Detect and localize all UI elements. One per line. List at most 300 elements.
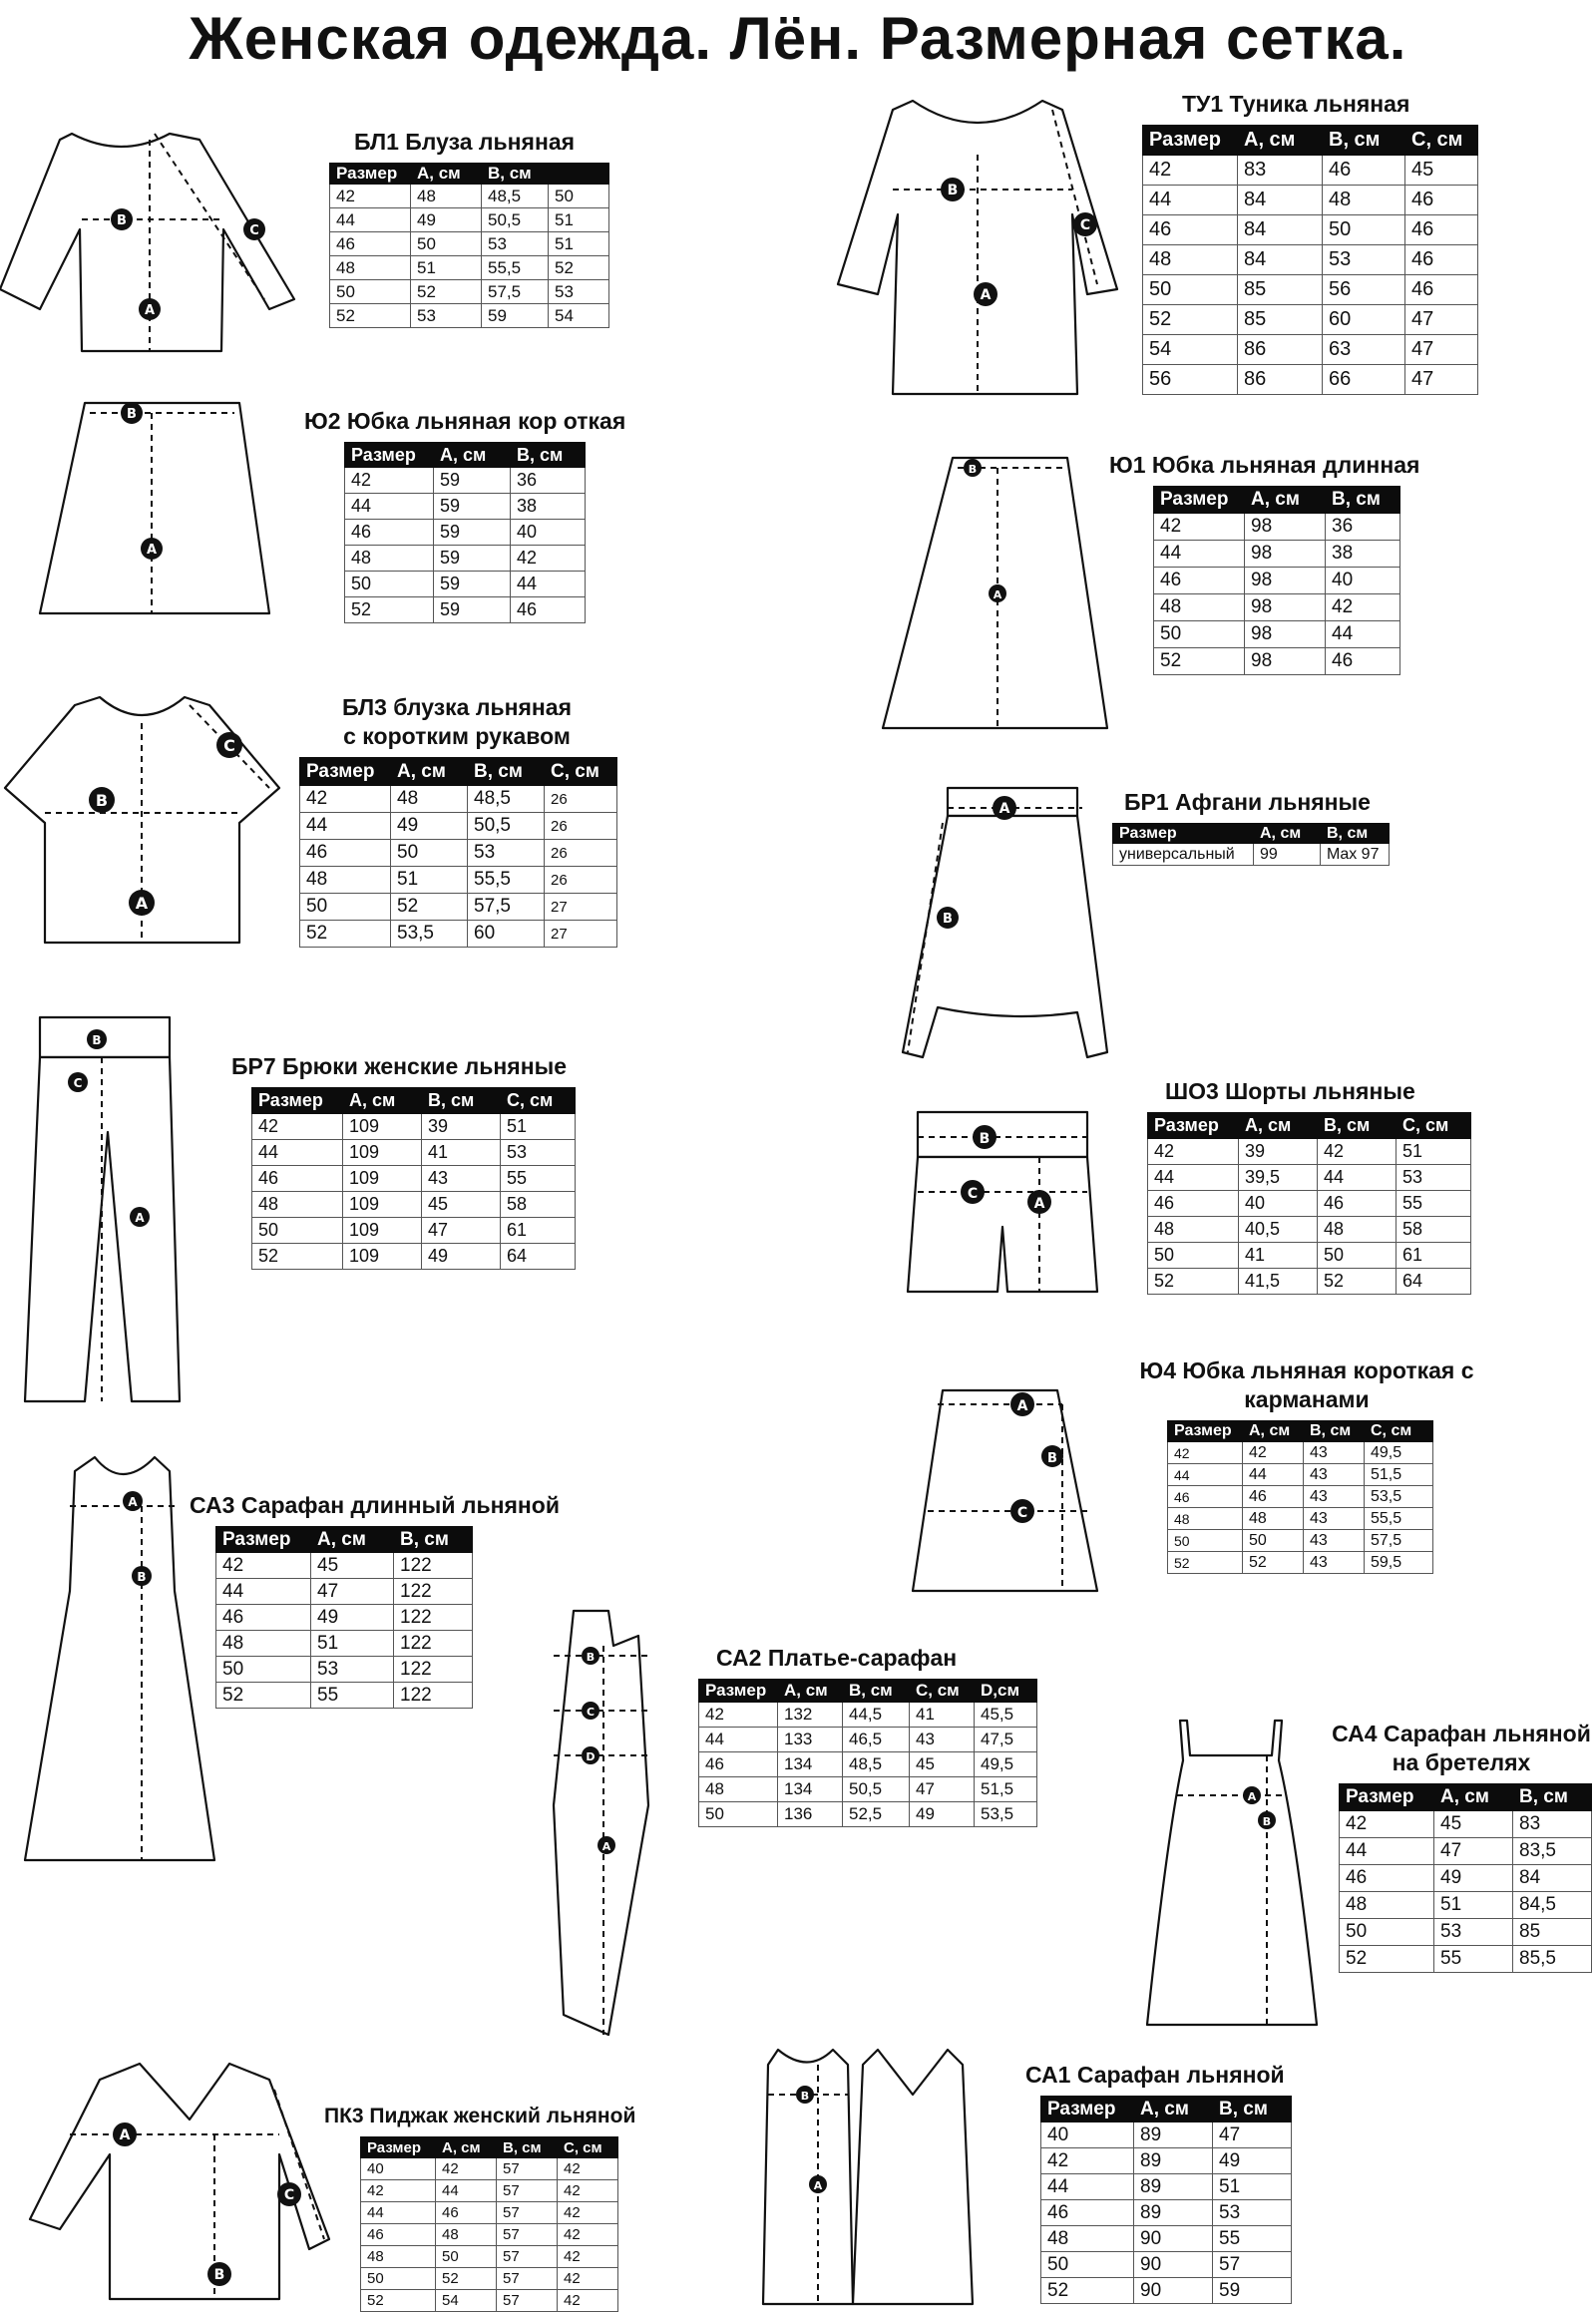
table-cell: 43 [422,1166,501,1192]
table-row [345,520,586,546]
table-cell: 47 [422,1218,501,1244]
table-cell: 43 [1304,1486,1365,1508]
col-header: Размер [699,1680,778,1703]
table-cell: 48 [391,786,468,813]
table-cell: 51 [549,232,609,256]
table-row [252,1192,576,1218]
table-cell: 85 [1513,1919,1592,1946]
table-cell: 59 [434,468,511,494]
col-header: В, см [511,443,586,468]
table-cell: 44 [252,1140,343,1166]
table-row [252,1114,576,1140]
col-header: А, см [343,1088,422,1114]
table-cell: 46 [1168,1486,1243,1508]
table-cell: 41 [422,1140,501,1166]
table-cell: 52 [330,304,411,328]
table-cell: 48 [1148,1217,1239,1243]
table-cell: 51 [391,867,468,894]
table-row [1340,1892,1592,1919]
col-header: В, см [1321,824,1390,844]
jacket-pk3-illustration [30,2060,319,2304]
table-cell: 42 [1340,1811,1434,1838]
table-cell: 59 [434,597,511,623]
table-cell: 55 [1434,1946,1513,1973]
table-cell: 84 [1238,215,1323,245]
table-cell: 49 [422,1244,501,1270]
table-cell: 49,5 [975,1752,1037,1777]
table-cell: 55,5 [482,256,549,280]
table-cell: 57 [497,2246,558,2268]
table-cell: 50 [1148,1243,1239,1269]
table-cell: 57 [497,2180,558,2202]
table-cell: 42 [1154,514,1245,541]
table-header [1143,126,1478,156]
product-title: СА4 Сарафан льняной на бретелях [1332,1721,1591,1775]
product-br1 [1112,788,1390,866]
table-cell: 48,5 [468,786,545,813]
table-cell: 47 [1213,2122,1292,2148]
table-cell: 49 [910,1802,975,1827]
table-cell: 59 [434,572,511,597]
svg-text:C: C [73,1076,83,1090]
table-cell: 45 [1405,156,1478,186]
table-header [1113,824,1390,844]
table-cell: 52 [300,921,391,948]
table-cell: 51 [1213,2174,1292,2200]
table-cell: 44 [345,494,434,520]
table-cell: 46,5 [843,1728,910,1752]
size-table [1153,486,1400,675]
product-yu2 [304,407,625,623]
table-row [1041,2226,1292,2252]
table-row [300,921,617,948]
svg-text:A: A [128,1495,138,1509]
table-cell: 50 [1323,215,1405,245]
svg-text:A: A [980,287,992,303]
dress-sa2-illustration [549,1606,678,2040]
table-cell: 109 [343,1192,422,1218]
table-cell: 86 [1238,365,1323,395]
table-cell: 109 [343,1244,422,1270]
table-cell: 48 [1041,2226,1134,2252]
col-header: А, см [1238,126,1323,156]
size-table [251,1087,576,1270]
table-row [1340,1865,1592,1892]
col-header: В, см [482,164,549,185]
table-cell: 44 [699,1728,778,1752]
table-cell: 54 [549,304,609,328]
product-sa2 [698,1644,1037,1827]
table-cell: 48 [330,256,411,280]
table-cell: 109 [343,1140,422,1166]
table-cell: 134 [778,1777,843,1802]
table-cell: 46 [1154,568,1245,594]
table-cell: 44 [1148,1165,1239,1191]
table-cell: 52 [1148,1269,1239,1295]
table-row [1148,1243,1471,1269]
table-header [216,1527,473,1553]
svg-text:B: B [95,791,109,810]
col-header: Размер [300,758,391,786]
table-cell: 46 [1405,275,1478,305]
table-cell: универсальный [1113,844,1254,866]
table-cell: 27 [545,894,617,921]
table-row [300,894,617,921]
table-cell: 50 [699,1802,778,1827]
table-row [1041,2122,1292,2148]
table-cell: 42 [1318,1139,1396,1165]
table-row [1041,2278,1292,2304]
table-cell: 60 [468,921,545,948]
table-cell: 39 [1239,1139,1318,1165]
table-cell: 57 [1213,2252,1292,2278]
table-cell: 48 [216,1631,311,1657]
table-cell: 52 [411,280,482,304]
table-cell: 98 [1245,621,1326,648]
col-header: Размер [252,1088,343,1114]
table-row [1148,1139,1471,1165]
table-cell: 46 [1326,648,1400,675]
table-cell: 45,5 [975,1703,1037,1728]
table-cell: 50 [1143,275,1238,305]
table-row [361,2224,618,2246]
table-cell: 48 [699,1777,778,1802]
col-header: В, см [1213,2097,1292,2122]
col-header: Размер [1340,1784,1434,1811]
table-cell: 109 [343,1114,422,1140]
col-header: В, см [1326,487,1400,514]
table-cell: 42 [1143,156,1238,186]
table-cell: 45 [311,1553,394,1579]
table-cell: 26 [545,840,617,867]
tunic-tu1-illustration [838,95,1117,404]
trousers-br7-illustration [20,1012,200,1406]
table-row [1143,245,1478,275]
table-cell: 134 [778,1752,843,1777]
col-header: В, см [497,2137,558,2158]
col-header: Размер [1113,824,1254,844]
svg-text:C: C [283,2187,295,2203]
table-cell: 122 [394,1553,473,1579]
table-cell: 42 [558,2158,618,2180]
table-header [1041,2097,1292,2122]
table-row [1154,594,1400,621]
table-cell: 40 [1239,1191,1318,1217]
col-header: Размер [216,1527,311,1553]
table-row [699,1728,1037,1752]
table-cell: 55 [311,1683,394,1709]
table-cell: 50 [330,280,411,304]
table-cell: 48 [361,2246,436,2268]
svg-text:B: B [137,1570,147,1584]
table-cell: 56 [1143,365,1238,395]
table-cell: 44 [1041,2174,1134,2200]
table-cell: 52 [361,2290,436,2312]
table-header [252,1088,576,1114]
table-cell: 42 [1326,594,1400,621]
table-cell: 55 [501,1166,576,1192]
table-cell: 52 [1154,648,1245,675]
table-cell: 44 [1168,1464,1243,1486]
product-pk3 [324,2102,635,2312]
col-header: А, см [1245,487,1326,514]
size-table [329,163,609,328]
product-title: ТУ1 Туника льняная [1182,91,1410,117]
table-cell: 132 [778,1703,843,1728]
product-sa4 [1327,1720,1596,1973]
table-cell: 46 [699,1752,778,1777]
table-row [216,1553,473,1579]
col-header: С, см [558,2137,618,2158]
table-row [1143,305,1478,335]
table-row [330,280,609,304]
table-row [1154,648,1400,675]
table-cell: 53,5 [975,1802,1037,1827]
product-title: СА1 Сарафан льняной [1025,2062,1285,2088]
table-row [1168,1464,1433,1486]
table-cell: 50 [1243,1530,1304,1552]
table-row [699,1777,1037,1802]
table-cell: 89 [1134,2148,1213,2174]
table-cell: 49 [411,208,482,232]
table-row [1168,1486,1433,1508]
svg-text:B: B [586,1651,596,1664]
table-cell: 44 [1143,186,1238,215]
col-header: С, см [910,1680,975,1703]
table-cell: 53 [549,280,609,304]
col-header: Размер [1168,1421,1243,1442]
svg-text:D: D [586,1750,596,1763]
table-cell: 83 [1513,1811,1592,1838]
table-cell: 85 [1238,275,1323,305]
table-header [361,2137,618,2158]
table-row [1340,1946,1592,1973]
table-cell: 48,5 [843,1752,910,1777]
table-cell: 85 [1238,305,1323,335]
table-row [330,208,609,232]
table-cell: 57 [497,2290,558,2312]
table-cell: 55 [1396,1191,1471,1217]
table-cell: 60 [1323,305,1405,335]
table-cell: 52 [1243,1552,1304,1574]
table-header [300,758,617,786]
col-header: А, см [778,1680,843,1703]
blouse-bl3-illustration [5,693,284,953]
table-cell: 52 [1340,1946,1434,1973]
table-cell: 44 [361,2202,436,2224]
table-cell: 59 [434,546,511,572]
table-cell: 136 [778,1802,843,1827]
table-cell: 52 [1041,2278,1134,2304]
table-cell: 42 [558,2290,618,2312]
table-cell: 122 [394,1605,473,1631]
col-header: А, см [411,164,482,185]
table-row [1148,1165,1471,1191]
table-row [361,2202,618,2224]
svg-text:B: B [800,2090,810,2103]
table-row [1168,1552,1433,1574]
table-row [330,232,609,256]
table-cell: 57,5 [482,280,549,304]
table-cell: 52 [1318,1269,1396,1295]
table-cell: 50 [1041,2252,1134,2278]
table-row [252,1244,576,1270]
table-cell: 47 [1405,365,1478,395]
table-row [1168,1508,1433,1530]
table-cell: 47,5 [975,1728,1037,1752]
table-cell: 42 [558,2180,618,2202]
table-cell: 47 [1405,335,1478,365]
table-cell: 26 [545,813,617,840]
table-cell: 48 [345,546,434,572]
table-row [1041,2252,1292,2278]
table-cell: 42 [330,185,411,208]
table-cell: 41 [910,1703,975,1728]
product-title: БЛ1 Блуза льняная [354,129,576,155]
size-table [215,1526,473,1709]
product-bl1 [329,128,609,328]
table-cell: 47 [1434,1838,1513,1865]
table-row [1154,541,1400,568]
table-cell: 52 [1143,305,1238,335]
table-cell: 47 [1405,305,1478,335]
col-header: Размер [1041,2097,1134,2122]
table-cell: 44,5 [843,1703,910,1728]
table-cell: 46 [1041,2200,1134,2226]
table-row [361,2290,618,2312]
product-sa3 [190,1491,560,1709]
table-cell: 51,5 [1365,1464,1433,1486]
table-cell: 40,5 [1239,1217,1318,1243]
table-cell: 122 [394,1579,473,1605]
col-header: В, см [394,1527,473,1553]
product-sho3 [1147,1077,1471,1295]
table-row [216,1657,473,1683]
table-header [1154,487,1400,514]
table-cell: 49 [1213,2148,1292,2174]
col-header: В, см [843,1680,910,1703]
table-cell: 84 [1238,186,1323,215]
table-row [1143,275,1478,305]
table-row [1143,215,1478,245]
table-cell: 122 [394,1683,473,1709]
table-cell: 51 [411,256,482,280]
col-header: В, см [1318,1113,1396,1139]
table-cell: 46 [1405,215,1478,245]
col-header: А, см [436,2137,497,2158]
svg-text:B: B [1047,1451,1057,1466]
svg-text:C: C [967,1186,979,1202]
table-cell: 109 [343,1218,422,1244]
product-tu1 [1142,90,1478,395]
table-cell: 52 [345,597,434,623]
table-row [252,1166,576,1192]
table-row [345,597,586,623]
svg-text:C: C [223,736,235,755]
table-row [345,494,586,520]
table-row [699,1703,1037,1728]
skirt-yu1-illustration [878,454,1117,733]
table-cell: 52 [252,1244,343,1270]
table-cell: 41 [1239,1243,1318,1269]
table-cell: 98 [1245,594,1326,621]
table-cell: 45 [1434,1811,1513,1838]
table-row [699,1802,1037,1827]
table-cell: 52,5 [843,1802,910,1827]
table-cell: 51 [311,1631,394,1657]
product-title: СА3 Сарафан длинный льняной [190,1492,560,1518]
svg-text:C: C [249,223,259,238]
table-cell: 59 [1213,2278,1292,2304]
table-cell: 42 [699,1703,778,1728]
table-cell: 51 [1434,1892,1513,1919]
table-row [1154,568,1400,594]
col-header: А, см [391,758,468,786]
table-row [1041,2174,1292,2200]
table-cell: 42 [558,2268,618,2290]
svg-text:A: A [119,2127,131,2143]
table-cell: 61 [1396,1243,1471,1269]
table-cell: 46 [1405,186,1478,215]
table-cell: 48 [1168,1508,1243,1530]
table-cell: 98 [1245,648,1326,675]
table-row [216,1579,473,1605]
table-header [699,1680,1037,1703]
table-cell: 44 [511,572,586,597]
col-header: С, см [1396,1113,1471,1139]
table-cell: 122 [394,1631,473,1657]
table-row [361,2246,618,2268]
table-cell: 57,5 [468,894,545,921]
table-cell: 83,5 [1513,1838,1592,1865]
table-row [216,1683,473,1709]
table-cell: 48 [1323,186,1405,215]
table-cell: 44 [216,1579,311,1605]
svg-text:B: B [92,1033,102,1047]
col-header: В, см [1323,126,1405,156]
table-cell: 48 [1143,245,1238,275]
table-cell: 53 [311,1657,394,1683]
svg-text:B: B [979,1131,991,1147]
table-cell: 61 [501,1218,576,1244]
product-yu1 [1109,451,1419,675]
table-cell: 42 [436,2158,497,2180]
svg-text:A: A [813,2179,823,2192]
table-cell: 53,5 [391,921,468,948]
col-header: С, см [1405,126,1478,156]
table-cell: 50 [1340,1919,1434,1946]
table-header [330,164,609,185]
svg-text:A: A [1016,1398,1028,1414]
table-cell: 98 [1245,568,1326,594]
table-cell: 53 [501,1140,576,1166]
col-header: В, см [468,758,545,786]
table-cell: 84,5 [1513,1892,1592,1919]
table-cell: 86 [1238,335,1323,365]
col-header: А, см [1134,2097,1213,2122]
svg-text:C: C [586,1706,596,1719]
svg-text:B: B [943,912,953,927]
table-cell: 54 [436,2290,497,2312]
table-cell: 59,5 [1365,1552,1433,1574]
sarafan-sa4-illustration [1147,1716,1317,2030]
svg-text:B: B [117,213,127,228]
table-cell: 52 [1168,1552,1243,1574]
table-cell: 57 [497,2268,558,2290]
table-cell: 50 [216,1657,311,1683]
size-table [698,1679,1037,1827]
size-table [360,2136,618,2312]
